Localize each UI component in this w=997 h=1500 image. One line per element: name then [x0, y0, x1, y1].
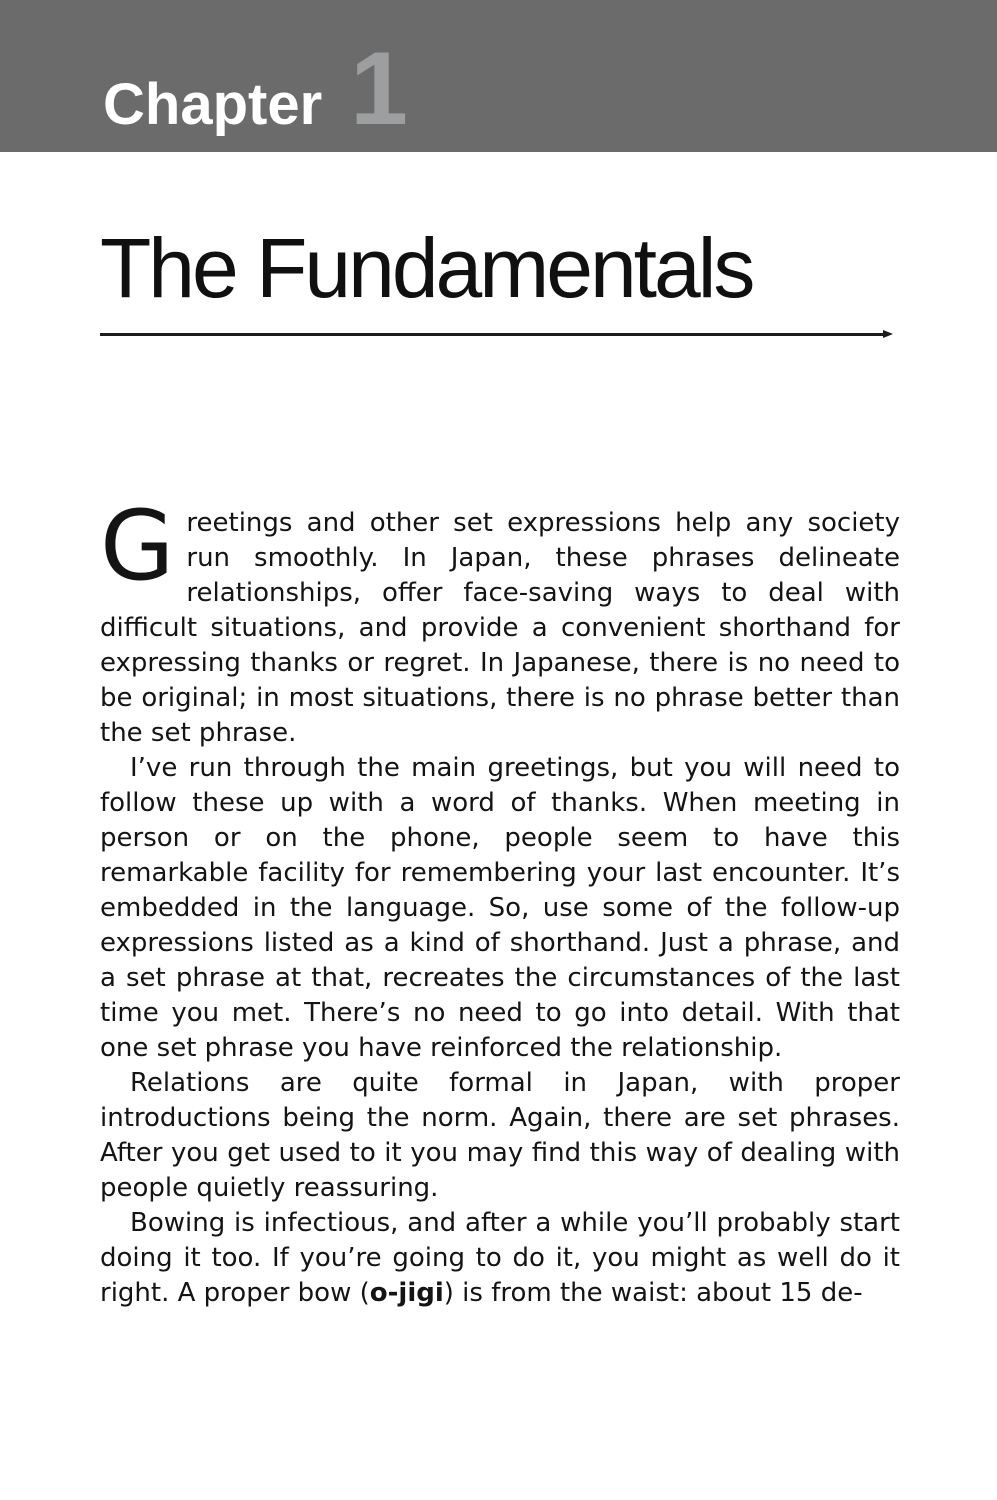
paragraph-2: I’ve run through the main greetings, but you will need to follow these up with a word of thanks. When meeting in person or on the phone, people seem to have this remarkable facility for remembering your last encounter. It’s embedded in the language. So, use some of the follow-up expressions listed as a kind of shorthand. Just a phrase, and a set phrase at that, recreates the circumstances of the last time you met. There’s no need to go into detail. With that one set phrase you have reinforced the relationship.	[100, 753, 900, 1064]
chapter-label: Chapter	[103, 72, 323, 137]
paragraph-1	[100, 490, 900, 751]
rule-line	[100, 333, 883, 336]
drop-cap: G	[100, 490, 175, 603]
page-title: The Fundamentals	[100, 221, 753, 315]
paragraph-1-text: reetings and other set expressions help any society run smoothly. In Japan, these phrases delineate relationships, offer face-saving ways to deal with difficult situations, and provide a convenient shorthand for expressing thanks or regret. In Japanese, there is no need to be original; in most situations, there is no phrase better than the set phrase.	[100, 508, 900, 749]
chapter-banner	[0, 0, 997, 152]
rule-arrow-icon	[883, 330, 893, 338]
paragraph-4	[100, 1206, 900, 1311]
chapter-number: 1	[350, 31, 408, 147]
paragraph-4-after: ) is from the waist: about 15 de-	[443, 1278, 863, 1309]
paragraph-3: Relations are quite formal in Japan, with proper introductions being the norm. Again, there are set phrases. After you get used to it you may find this way of dealing with people quietly reassuring.	[100, 1068, 900, 1204]
japanese-term: o-jigi	[369, 1278, 444, 1309]
paragraph-4-before: Bowing is infectious, and after a while you’ll probably start doing it too. If you’re going to do it, you might as well do it right. A proper bow (	[100, 1208, 900, 1309]
body-text	[100, 490, 900, 1311]
title-rule	[100, 330, 893, 338]
